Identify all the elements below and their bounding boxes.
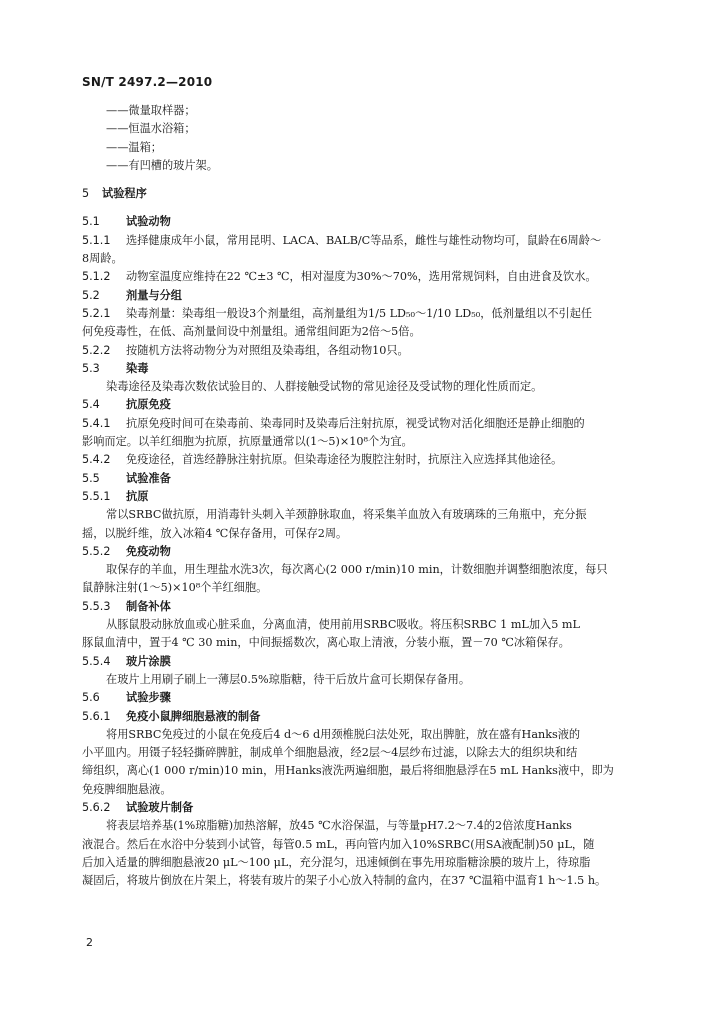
clause-text: 免疫途径，首选经静脉注射抗原。但染毒途径为腹腔注射时，抗原注入应选择其他途径。 [126,453,563,467]
paragraph-continued: 免疫脾细胞悬液。 [82,782,172,796]
section-number: 5.6.2 [82,800,111,814]
clause-5-2-1 [82,305,642,323]
section-title: 试验准备 [126,471,171,485]
section-number: 5.6.1 [82,709,111,723]
paragraph-continued: 凝固后，将玻片倒放在片架上，将装有玻片的架子小心放入特制的盒内，在37 ℃温箱中温育1 h～1.5 h。 [82,874,607,888]
section-title: 抗原 [126,489,149,503]
clause-text: 抗原免疫时间可在染毒前、染毒同时及染毒后注射抗原，视受试物对活化细胞还是静止细胞的 [126,416,585,430]
equipment-item: ——有凹槽的玻片架。 [106,158,218,172]
section-number: 5.5.4 [82,654,111,668]
clause-number: 5.4.2 [82,453,111,467]
section-heading-5-5-4 [82,653,642,671]
section-heading-5-5-2 [82,543,642,561]
section-heading-5-3 [82,360,642,378]
section-number: 5.6 [82,691,100,705]
section-title: 试验程序 [102,187,147,201]
equipment-item: ——恒温水浴箱； [106,122,196,136]
paragraph-continued: 小平皿内。用镊子轻轻撕碎脾脏，制成单个细胞悬液，经2层～4层纱布过滤，以除去大的组织块和结 [82,746,578,760]
paragraph-continued: 缔组织，离心(1 000 r/min)10 min，用Hanks液洗两遍细胞，最后将细胞悬浮在5 mL Hanks液中，即为 [82,764,614,778]
paragraph: 从豚鼠股动脉放血或心脏采血，分离血清，使用前用SRBC吸收。将压积SRBC 1 mL加入5 mL [106,618,580,632]
paragraph-continued: 摇，以脱纤维，放入冰箱4 ℃保存备用，可保存2周。 [82,526,348,540]
section-title: 染毒 [126,361,149,375]
clause-number: 5.2.1 [82,306,111,320]
section-heading-5-4 [82,396,642,414]
paragraph: 在玻片上用刷子刷上一薄层0.5%琼脂糖，待干后放片盒可长期保存备用。 [106,672,471,686]
equipment-item: ——微量取样器； [106,104,196,117]
paragraph: 染毒途径及染毒次数依试验目的、人群接触受试物的常见途径及受试物的理化性质而定。 [106,380,543,394]
section-number: 5.5.1 [82,489,111,503]
section-title: 制备补体 [126,599,171,613]
paragraph-continued: 液混合。然后在水浴中分装到小试管，每管0.5 mL，再向管内加入10%SRBC(用SA液配制)50 μL，随 [82,837,595,851]
section-title: 免疫动物 [126,544,171,558]
clause-5-1-2 [82,268,642,286]
clause-5-4-2 [82,451,642,469]
section-number: 5.2 [82,288,100,302]
section-heading-5-6 [82,689,642,707]
paragraph-continued: 后加入适量的脾细胞悬液20 μL～100 μL，充分混匀，迅速倾倒在事先用琼脂糖涂膜的玻片上，待琼脂 [82,855,591,869]
section-heading-5-6-2 [82,799,642,817]
paragraph: 将用SRBC免疫过的小鼠在免疫后4 d～6 d用颈椎脱臼法处死，取出脾脏，放在盛有Hanks液的 [106,727,581,741]
standard-number-header: SN/T 2497.2—2010 [82,75,213,89]
section-title: 试验玻片制备 [126,800,194,814]
clause-text: 动物室温度应维持在22 ℃±3 ℃，相对湿度为30%～70%，选用常规饲料，自由进食及饮水。 [126,270,597,284]
section-heading-5 [82,185,642,203]
paragraph: 常以SRBC做抗原，用消毒针头刺入羊颈静脉取血，将采集羊血放入有玻璃珠的三角瓶中，充分振 [106,508,587,522]
clause-text-continued: 影响而定。以羊红细胞为抗原，抗原量通常以(1～5)×10⁸个为宜。 [82,435,413,449]
section-heading-5-5-1 [82,488,642,506]
clause-number: 5.1.1 [82,233,111,247]
clause-number: 5.2.2 [82,343,111,357]
section-number: 5.1 [82,215,100,229]
clause-5-2-2 [82,342,642,360]
section-number: 5.5 [82,471,100,485]
section-title: 抗原免疫 [126,398,171,412]
clause-text: 选择健康成年小鼠，常用昆明、LACA、BALB/C等品系，雌性与雄性动物均可，鼠龄在6周龄～ [126,233,602,247]
document-body [82,102,642,890]
paragraph: 取保存的羊血，用生理盐水洗3次，每次离心(2 000 r/min)10 min，计数细胞并调整细胞浓度，每只 [106,563,608,577]
section-number: 5.4 [82,398,100,412]
page-number: 2 [86,936,93,949]
paragraph-continued: 豚鼠血清中，置于4 ℃ 30 min，中间振摇数次，离心取上清液，分装小瓶，置－70 ℃冰箱保存。 [82,636,570,650]
section-heading-5-6-1 [82,708,642,726]
paragraph-continued: 鼠静脉注射(1～5)×10⁸个羊红细胞。 [82,581,268,595]
section-number: 5.3 [82,361,100,375]
clause-number: 5.4.1 [82,416,111,430]
section-heading-5-2 [82,287,642,305]
clause-text: 染毒剂量：染毒组一般设3个剂量组，高剂量组为1/5 LD₅₀～1/10 LD₅₀，低剂量组以不引起任 [126,306,593,320]
section-title: 试验步骤 [126,691,171,705]
section-number: 5 [82,187,90,201]
clause-text: 按随机方法将动物分为对照组及染毒组，各组动物10只。 [126,343,409,357]
clause-5-1-1 [82,232,642,250]
paragraph: 将表层培养基(1%琼脂糖)加热溶解，放45 ℃水浴保温，与等量pH7.2～7.4的2倍浓度Hanks [106,819,572,833]
clause-text-continued: 何免疫毒性，在低、高剂量间设中剂量组。通常组间距为2倍～5倍。 [82,325,421,339]
section-title: 免疫小鼠脾细胞悬液的制备 [126,709,261,723]
clause-text-continued: 8周龄。 [82,252,123,266]
section-title: 剂量与分组 [126,288,182,302]
section-heading-5-1 [82,213,642,231]
section-title: 试验动物 [126,215,171,229]
section-heading-5-5 [82,470,642,488]
clause-number: 5.1.2 [82,270,111,284]
equipment-item: ——温箱； [106,140,162,154]
clause-5-4-1 [82,415,642,433]
section-number: 5.5.2 [82,544,111,558]
section-heading-5-5-3 [82,598,642,616]
section-number: 5.5.3 [82,599,111,613]
section-title: 玻片涂膜 [126,654,171,668]
